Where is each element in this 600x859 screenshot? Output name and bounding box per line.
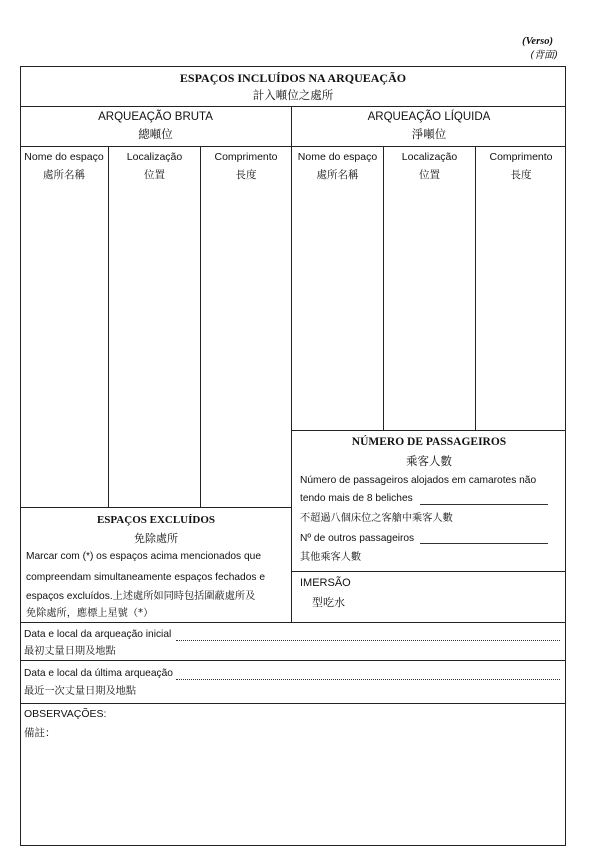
rule-right-passengers	[292, 430, 566, 431]
passengers-line5: 其他乘客人數	[300, 552, 362, 563]
net-length-cell[interactable]	[476, 186, 565, 429]
immersion-field[interactable]	[380, 576, 560, 616]
net-name-cell[interactable]	[293, 186, 382, 429]
rule-observations	[20, 703, 566, 704]
net-location-cell[interactable]	[384, 186, 474, 429]
observations-label-zh: 備註：	[24, 727, 56, 739]
rule-initial	[20, 622, 566, 623]
rule-columns	[20, 146, 566, 147]
verso-label: (Verso)	[522, 36, 553, 47]
observations-field[interactable]	[24, 745, 560, 841]
excluded-line4: 免除處所，應標上星號（*）	[26, 608, 154, 619]
rule-last	[20, 660, 566, 661]
immersion-title: IMERSÃO	[300, 577, 351, 589]
gross-col-length: Comprimento	[214, 151, 278, 163]
net-col-name: Nome do espaço	[297, 151, 378, 163]
net-title: ARQUEAÇÃO LÍQUIDA	[367, 111, 491, 123]
passengers-title-zh: 乘客人數	[406, 454, 452, 468]
initial-label-zh: 最初丈量日期及地點	[24, 646, 116, 657]
gross-col-location: Localização	[126, 151, 183, 163]
net-col-length-zh: 長度	[510, 169, 532, 181]
observations-label: OBSERVAÇÕES:	[24, 708, 107, 720]
net-col-length: Comprimento	[489, 151, 553, 163]
excluded-title-zh: 免除處所	[134, 532, 178, 545]
form-title: ESPAÇOS INCLUÍDOS NA ARQUEAÇÃO	[179, 71, 407, 85]
gross-title-zh: 總噸位	[138, 127, 173, 141]
rule-center	[291, 106, 292, 622]
initial-label: Data e local da arqueação inicial	[24, 629, 172, 640]
gross-location-cell[interactable]	[109, 186, 199, 506]
passengers-line4: Nº de outros passageiros	[300, 533, 415, 544]
rule-header	[20, 106, 566, 107]
rule-left-bottom	[20, 507, 292, 508]
net-col-name-zh: 處所名稱	[316, 169, 359, 181]
gross-title: ARQUEAÇÃO BRUTA	[98, 111, 213, 123]
excluded-line2: compreendam simultaneamente espaços fechados e	[26, 572, 265, 583]
last-label: Data e local da última arqueação	[24, 668, 173, 679]
passengers-line3: 不超過八個床位之客艙中乘客人數	[300, 513, 453, 524]
excluded-line3: espaços excluídos.上述處所如同時包括圍蔽處所及	[26, 591, 256, 602]
gross-name-cell[interactable]	[21, 186, 107, 506]
verso-label-zh: (背面)	[530, 50, 558, 61]
rule-right-immersion	[292, 571, 566, 572]
cabin-passengers-field[interactable]	[420, 504, 548, 505]
excluded-title: ESPAÇOS EXCLUÍDOS	[96, 514, 216, 526]
net-col-location: Localização	[401, 151, 458, 163]
gross-col-name-zh: 處所名稱	[43, 169, 85, 181]
gross-col-length-zh: 長度	[235, 169, 257, 181]
form-title-zh: 計入噸位之處所	[252, 88, 334, 102]
gross-col-name: Nome do espaço	[24, 151, 104, 163]
net-col-location-zh: 位置	[419, 169, 440, 181]
net-title-zh: 淨噸位	[411, 127, 447, 141]
passengers-title: NÚMERO DE PASSAGEIROS	[351, 436, 507, 448]
gross-length-cell[interactable]	[201, 186, 290, 506]
immersion-title-zh: 型吃水	[312, 596, 345, 609]
excluded-line1: Marcar com (*) os espaços acima mencionados que	[26, 551, 261, 562]
last-label-zh: 最近一次丈量日期及地點	[24, 686, 137, 697]
passengers-line2: tendo mais de 8 beliches	[300, 493, 413, 504]
gross-col-location-zh: 位置	[144, 169, 165, 181]
passengers-line1: Número de passageiros alojados em camarotes não	[300, 475, 537, 486]
other-passengers-field[interactable]	[420, 543, 548, 544]
last-field[interactable]	[176, 679, 560, 680]
initial-field[interactable]	[176, 640, 560, 641]
